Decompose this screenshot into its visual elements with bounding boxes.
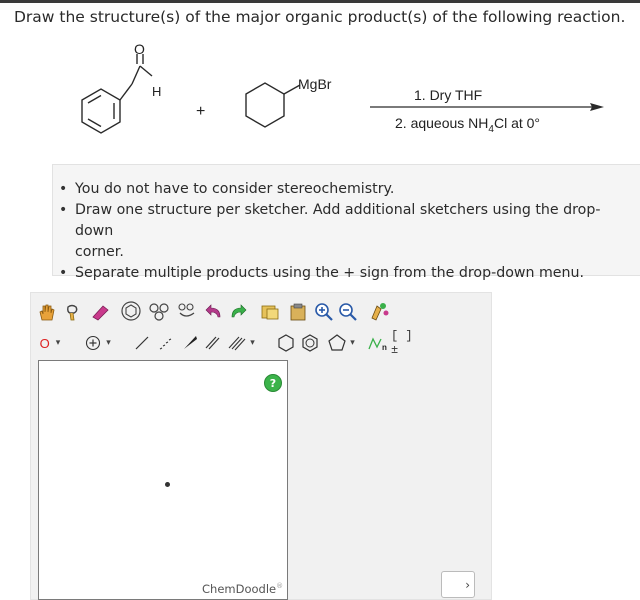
aldehyde-hydrogen-label: H: [152, 84, 162, 99]
reaction-arrowhead: [590, 103, 604, 111]
reactant-cyclohexylmagnesium-bromide: [246, 83, 300, 127]
ring-template-icon[interactable]: [119, 299, 143, 323]
chemdoodle-brand: ChemDoodle®: [202, 582, 284, 596]
svg-text:n: n: [382, 343, 387, 351]
clear-icon[interactable]: [173, 299, 199, 323]
instruction-item: • Draw one structure per sketcher. Add additional sketchers using the drop-down: [59, 202, 601, 239]
condition-step-2: 2. aqueous $NH_4Cl$ at 0°: [395, 115, 541, 135]
cyclopentane-icon[interactable]: ▾: [323, 332, 359, 354]
chain-icon[interactable]: [365, 333, 391, 353]
lasso-icon[interactable]: [61, 301, 83, 323]
instruction-item: • Separate multiple products using the + sign from the drop-down menu.: [59, 265, 585, 281]
carbonyl-oxygen-label: O: [134, 41, 145, 57]
atom-o-icon[interactable]: O ▾: [39, 335, 61, 351]
eraser-icon[interactable]: [89, 301, 111, 323]
zoom-out-icon[interactable]: [337, 301, 359, 323]
double-bond-icon[interactable]: [201, 333, 223, 353]
sketcher-dropdown[interactable]: [441, 571, 475, 598]
template-icon[interactable]: [147, 299, 171, 323]
copy-icon[interactable]: [259, 301, 281, 323]
undo-icon[interactable]: [203, 301, 225, 323]
reactant-phenylacetaldehyde: [82, 54, 152, 133]
charge-plus-icon[interactable]: ▾: [81, 333, 115, 353]
cyclohexane-icon[interactable]: [275, 332, 297, 354]
canvas-cursor-dot: [165, 482, 170, 487]
sketcher-toolbar: [31, 293, 493, 359]
hand-icon[interactable]: [35, 301, 57, 323]
instruction-item-continued: corner.: [75, 244, 124, 260]
question-prompt: Draw the structure(s) of the major organic product(s) of the following reaction.: [14, 8, 626, 26]
clean-icon[interactable]: [367, 299, 391, 323]
benzene-icon[interactable]: [299, 332, 321, 354]
instruction-item: • You do not have to consider stereochemistry.: [59, 181, 395, 197]
condition-step-1: 1. Dry THF: [414, 87, 483, 103]
chevron-right-icon: ›: [465, 577, 470, 592]
drawing-canvas[interactable]: [38, 360, 288, 600]
paste-icon[interactable]: [287, 301, 309, 323]
single-bond-icon[interactable]: [131, 333, 153, 353]
chemdoodle-sketcher: [30, 292, 492, 600]
zoom-in-icon[interactable]: [313, 301, 335, 323]
triple-bond-icon[interactable]: ▾: [223, 333, 259, 353]
redo-icon[interactable]: [227, 301, 249, 323]
bracket-icon[interactable]: [ ]±: [391, 329, 413, 357]
mgbr-label: MgBr: [298, 76, 332, 92]
top-border: [0, 0, 640, 3]
reaction-scheme: [0, 36, 640, 156]
instructions-panel: [52, 164, 640, 281]
hash-bond-icon[interactable]: [155, 333, 177, 353]
reactant-plus-sign: +: [196, 103, 206, 120]
wedge-bond-icon[interactable]: [179, 333, 201, 353]
help-button[interactable]: ?: [264, 374, 282, 392]
